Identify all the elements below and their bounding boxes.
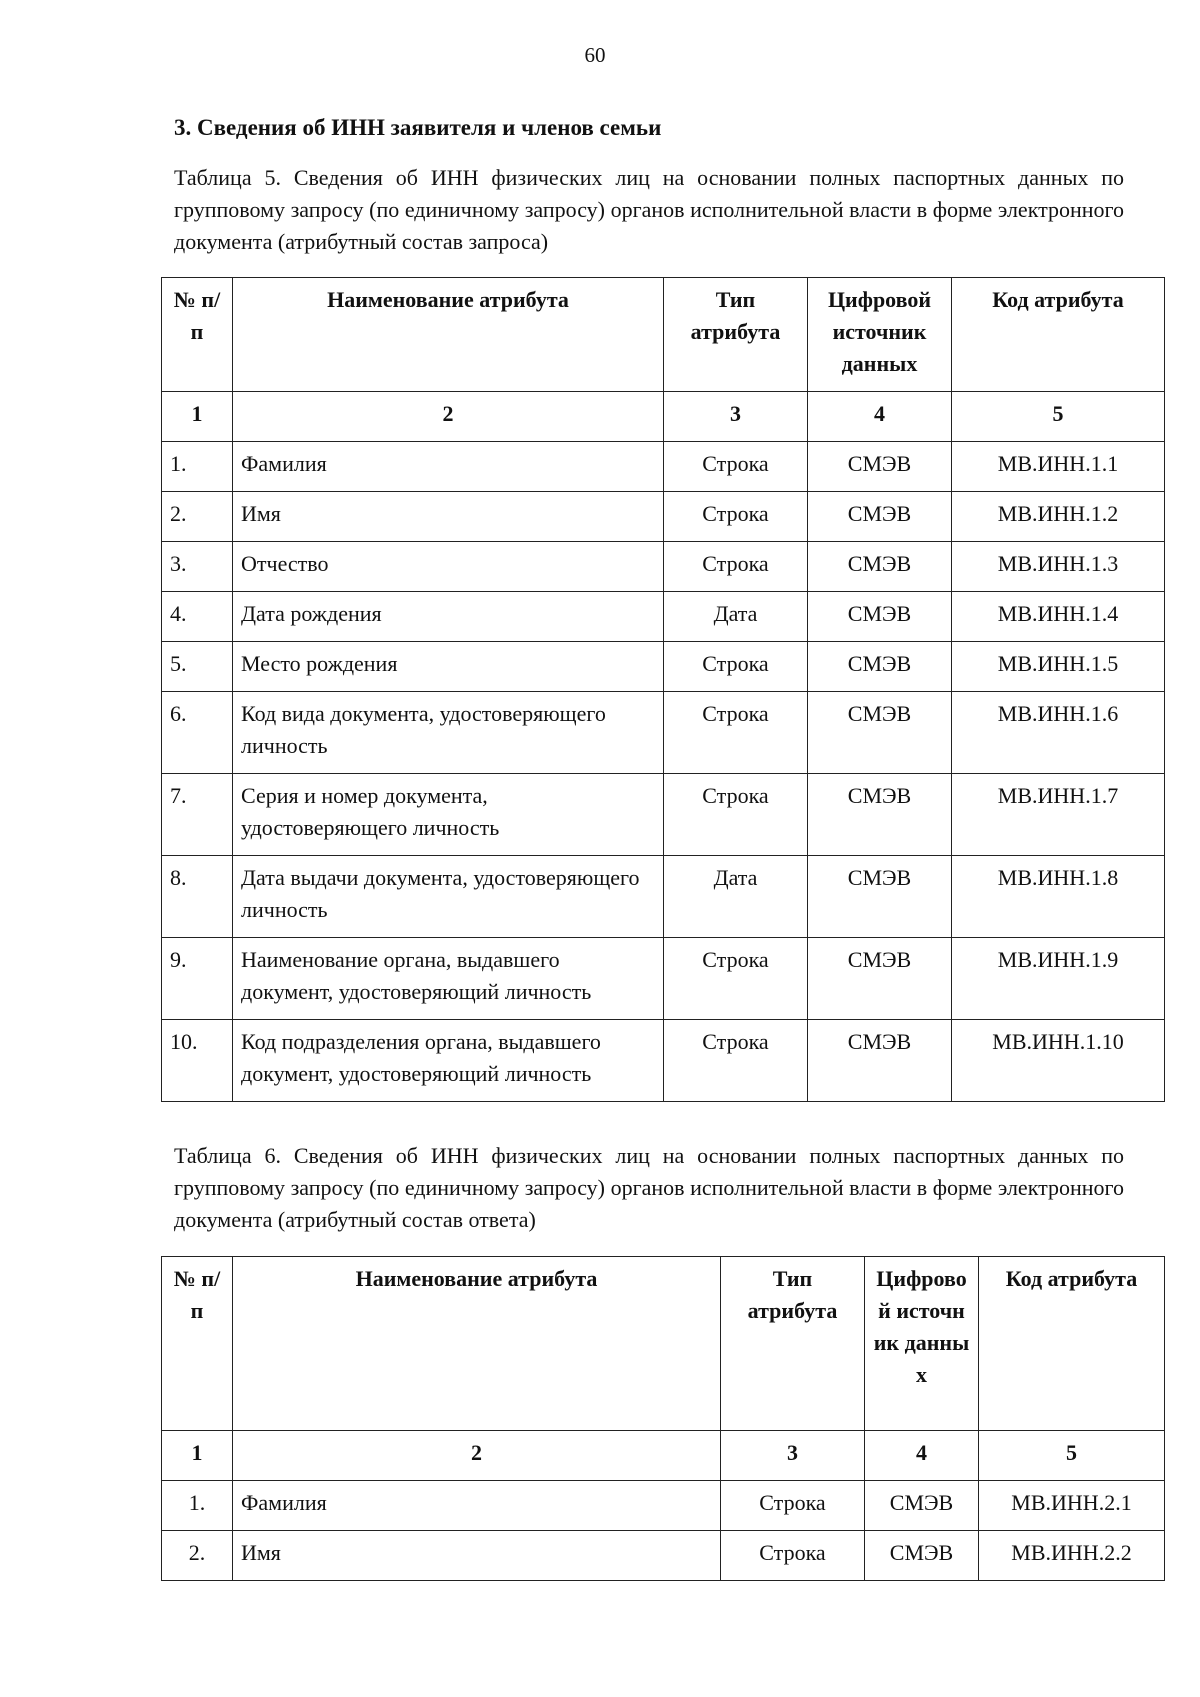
table5-header-row bbox=[162, 278, 1165, 392]
attribute-type: Дата bbox=[664, 592, 808, 642]
column-number: 4 bbox=[808, 392, 952, 442]
attribute-code: МВ.ИНН.1.8 bbox=[952, 856, 1165, 938]
attribute-code: МВ.ИНН.1.2 bbox=[952, 492, 1165, 542]
page-number: 60 bbox=[584, 43, 606, 67]
attribute-code: МВ.ИНН.1.4 bbox=[952, 592, 1165, 642]
table-row bbox=[162, 1481, 1165, 1531]
column-number: 2 bbox=[233, 392, 664, 442]
attribute-code: МВ.ИНН.2.1 bbox=[979, 1481, 1165, 1531]
row-number: 2. bbox=[162, 1531, 233, 1581]
column-number: 1 bbox=[162, 1431, 233, 1481]
data-source: СМЭВ bbox=[808, 856, 952, 938]
table6-column-numbers bbox=[162, 1431, 1165, 1481]
header-name: Наименование атрибута bbox=[233, 278, 664, 392]
attribute-type: Строка bbox=[664, 692, 808, 774]
attribute-code: МВ.ИНН.1.9 bbox=[952, 938, 1165, 1020]
header-type: Тип атрибута bbox=[664, 278, 808, 392]
column-number: 3 bbox=[664, 392, 808, 442]
attribute-code: МВ.ИНН.1.7 bbox=[952, 774, 1165, 856]
attribute-code: МВ.ИНН.1.10 bbox=[952, 1020, 1165, 1102]
row-number: 7. bbox=[162, 774, 233, 856]
header-number: № п/п bbox=[162, 1257, 233, 1431]
header-number: № п/п bbox=[162, 278, 233, 392]
attribute-type: Строка bbox=[664, 542, 808, 592]
attribute-type: Строка bbox=[721, 1481, 865, 1531]
data-source: СМЭВ bbox=[808, 692, 952, 774]
attribute-name: Дата выдачи документа, удостоверяющего личность bbox=[233, 856, 664, 938]
table6-caption: Таблица 6. Сведения об ИНН физических лиц на основании полных паспортных данных по групповому запросу (по единичному запросу) органов исполнительной власти в форме электронного документа (атрибутный состав ответа) bbox=[174, 1143, 1124, 1232]
row-number: 10. bbox=[162, 1020, 233, 1102]
data-source: СМЭВ bbox=[808, 642, 952, 692]
attribute-type: Строка bbox=[664, 774, 808, 856]
header-source: Цифровой источник данных bbox=[808, 278, 952, 392]
row-number: 5. bbox=[162, 642, 233, 692]
column-number: 5 bbox=[952, 392, 1165, 442]
table-row bbox=[162, 938, 1165, 1020]
header-type: Тип атрибута bbox=[721, 1257, 865, 1431]
row-number: 4. bbox=[162, 592, 233, 642]
table-row bbox=[162, 856, 1165, 938]
table-row bbox=[162, 692, 1165, 774]
attribute-name: Код вида документа, удостоверяющего личность bbox=[233, 692, 664, 774]
attribute-type: Строка bbox=[664, 492, 808, 542]
column-number: 5 bbox=[979, 1431, 1165, 1481]
data-source: СМЭВ bbox=[808, 492, 952, 542]
table-row bbox=[162, 592, 1165, 642]
row-number: 3. bbox=[162, 542, 233, 592]
column-number: 4 bbox=[865, 1431, 979, 1481]
table-row bbox=[162, 774, 1165, 856]
attribute-name: Имя bbox=[233, 1531, 721, 1581]
column-number: 3 bbox=[721, 1431, 865, 1481]
attribute-name: Код подразделения органа, выдавшего документ, удостоверяющий личность bbox=[233, 1020, 664, 1102]
row-number: 6. bbox=[162, 692, 233, 774]
attribute-type: Строка bbox=[664, 938, 808, 1020]
table5 bbox=[161, 277, 1165, 1102]
table-row bbox=[162, 492, 1165, 542]
attribute-code: МВ.ИНН.2.2 bbox=[979, 1531, 1165, 1581]
data-source: СМЭВ bbox=[808, 592, 952, 642]
attribute-code: МВ.ИНН.1.3 bbox=[952, 542, 1165, 592]
attribute-name: Фамилия bbox=[233, 442, 664, 492]
header-code: Код атрибута bbox=[979, 1257, 1165, 1431]
data-source: СМЭВ bbox=[808, 774, 952, 856]
attribute-name: Место рождения bbox=[233, 642, 664, 692]
header-code: Код атрибута bbox=[952, 278, 1165, 392]
attribute-type: Строка bbox=[664, 1020, 808, 1102]
table-row bbox=[162, 1020, 1165, 1102]
data-source: СМЭВ bbox=[808, 1020, 952, 1102]
table5-column-numbers bbox=[162, 392, 1165, 442]
header-source: Цифровой источник данных bbox=[865, 1257, 979, 1431]
attribute-name: Серия и номер документа, удостоверяющего личность bbox=[233, 774, 664, 856]
row-number: 1. bbox=[162, 1481, 233, 1531]
attribute-name: Фамилия bbox=[233, 1481, 721, 1531]
attribute-type: Строка bbox=[664, 442, 808, 492]
attribute-type: Строка bbox=[721, 1531, 865, 1581]
data-source: СМЭВ bbox=[865, 1481, 979, 1531]
attribute-name: Имя bbox=[233, 492, 664, 542]
table-row bbox=[162, 442, 1165, 492]
attribute-name: Наименование органа, выдавшего документ, удостоверяющий личность bbox=[233, 938, 664, 1020]
table-row bbox=[162, 542, 1165, 592]
header-name: Наименование атрибута bbox=[233, 1257, 721, 1431]
column-number: 1 bbox=[162, 392, 233, 442]
attribute-code: МВ.ИНН.1.6 bbox=[952, 692, 1165, 774]
row-number: 8. bbox=[162, 856, 233, 938]
attribute-code: МВ.ИНН.1.1 bbox=[952, 442, 1165, 492]
data-source: СМЭВ bbox=[808, 938, 952, 1020]
data-source: СМЭВ bbox=[865, 1531, 979, 1581]
section-title: 3. Сведения об ИНН заявителя и членов семьи bbox=[174, 115, 662, 140]
row-number: 9. bbox=[162, 938, 233, 1020]
table6-header-row bbox=[162, 1257, 1165, 1431]
attribute-code: МВ.ИНН.1.5 bbox=[952, 642, 1165, 692]
data-source: СМЭВ bbox=[808, 542, 952, 592]
attribute-name: Дата рождения bbox=[233, 592, 664, 642]
attribute-name: Отчество bbox=[233, 542, 664, 592]
data-source: СМЭВ bbox=[808, 442, 952, 492]
row-number: 1. bbox=[162, 442, 233, 492]
attribute-type: Дата bbox=[664, 856, 808, 938]
table5-caption: Таблица 5. Сведения об ИНН физических лиц на основании полных паспортных данных по групповому запросу (по единичному запросу) органов исполнительной власти в форме электронного документа (атрибутный состав запроса) bbox=[174, 165, 1124, 254]
table6 bbox=[161, 1256, 1165, 1581]
row-number: 2. bbox=[162, 492, 233, 542]
column-number: 2 bbox=[233, 1431, 721, 1481]
table-row bbox=[162, 1531, 1165, 1581]
table-row bbox=[162, 642, 1165, 692]
attribute-type: Строка bbox=[664, 642, 808, 692]
